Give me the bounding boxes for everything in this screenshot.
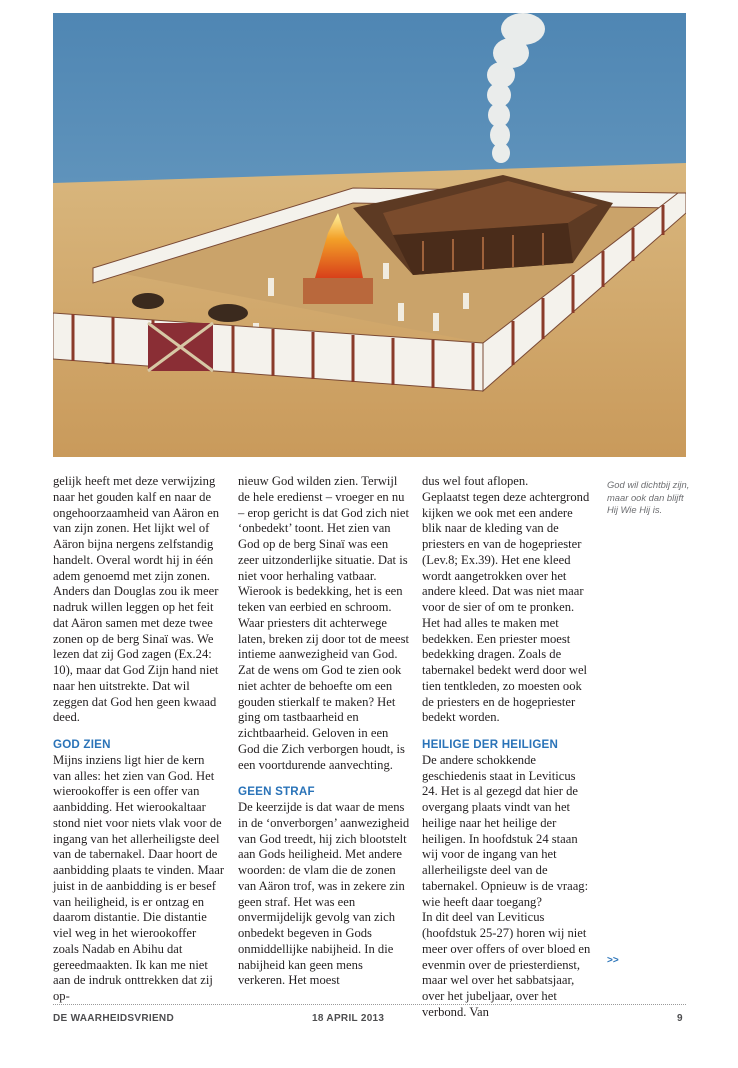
body-paragraph: Mijns inziens ligt hier de kern van alles: het zien van God. Het wierookoffer is een offer van aanbidding. Het wierookaltaar stond niet voor niets vlak voor de ingang van het allerheiligste deel van de tabernakel. Daar hoort de aanbidding plaats te vinden. Maar juist in de aanbidding is er besef van heiligheid, is er ontzag en daarom distantie. Die distantie viel weg in het wierookoffer zoals Nadab en Abihu dat gereedmaakten. Ik kan me niet aan de indruk onttrekken dat zij op- xyxy=(53,752,225,1003)
body-paragraph: Wierook is bedekking, het is een teken van eerbied en schroom. Waar priesters dit achterwege laten, breken zij door tot de meest intieme aanwezigheid van God. Zat de wens om God te zien ook niet achter de behoefte om een gouden stierkalf te maken? Het ging om tastbaarheid en zichtbaarheid. Geloven in een God die Zich verborgen houdt, is een voortdurende aanvechting. xyxy=(238,584,410,772)
body-paragraph: In dit deel van Leviticus (hoofdstuk 25-27) horen wij niet meer over offers of over bloed en evenmin over de priesterdienst, maar wel over het sabbatsjaar, over het jubeljaar, over het verbond. Van xyxy=(422,910,591,1019)
body-paragraph: dus wel fout aflopen. xyxy=(422,474,529,488)
footer-publication: DE WAARHEIDSVRIEND xyxy=(53,1013,174,1024)
text-column-2 xyxy=(238,474,410,989)
body-paragraph: Geplaatst tegen deze achtergrond kijken we ook met een andere blik naar de kleding van de priesters en van de hogepriester (Lev.8; Ex.39). Het ene kleed wordt aangetrokken over het andere kleed. Dat was niet maar voor de sier of om te pronken. Het had alles te maken met bedekken. Een priester moest bedekking dragen. Zoals de tabernakel bedekt werd door wel tien tentkleden, zo moesten ook de priesters en de hogepriester bedekt worden. xyxy=(422,489,590,725)
tabernacle-photo xyxy=(53,13,686,457)
body-paragraph: De andere schokkende geschiedenis staat in Leviticus 24. Het is al gezegd dat hier de overgang plaats vindt van het heilige naar het heilige der heiligen. In hoofdstuk 24 staan wij voor de ingang van het allerheiligste deel van de tabernakel. Opnieuw is de vraag: wie heeft daar toegang? xyxy=(422,752,589,909)
text-column-1 xyxy=(53,474,225,1005)
footer-divider xyxy=(53,1004,686,1005)
body-paragraph: De keerzijde is dat waar de mens in de ‘onverborgen’ aanwezigheid van God treedt, hij zich blootstelt aan Gods heiligheid. Met andere woorden: de vlam die de zonen van Aäron trof, was in zekere zin geen straf. Het was een onvermijdelijk gevolg van zich onbedekt begeven in Gods onmiddellijke nabijheid. In die nabijheid kan geen mens verkeren. Het moest xyxy=(238,800,410,988)
tabernacle-illustration xyxy=(53,13,686,457)
section-heading-god-zien: GOD ZIEN xyxy=(53,738,111,751)
body-paragraph: gelijk heeft met deze verwijzing naar het gouden kalf en naar de ongehoorzaamheid van Aäron en van zijn zonen. Het lijkt wel of Aäron bijna nergens zelfstandig handelt. Overal wordt hij in één adem genoemd met zijn zonen. Anders dan Douglas zou ik meer nadruk willen leggen op het feit dat Aäron samen met deze twee zonen op de berg Sinaï was. We lezen dat zij God zagen (Ex.24: 10), maar dat God Zijn hand niet naar hen uitstrekte. Dat wil zeggen dat God hen geen kwaad deed. xyxy=(53,474,220,725)
page-number: 9 xyxy=(677,1013,683,1024)
section-heading-heilige-der-heiligen: HEILIGE DER HEILIGEN xyxy=(422,738,559,751)
body-paragraph: nieuw God wilden zien. Terwijl de hele eredienst – vroeger en nu – erop gericht is dat God zich niet ‘onbedekt’ toont. Het zien van God op de berg Sinaï was een zeer uitzonderlijke situatie. Dat is niet voor herhaling vatbaar. xyxy=(238,474,410,583)
text-column-3 xyxy=(422,474,594,1021)
continued-marker: >> xyxy=(607,955,619,966)
section-heading-geen-straf: GEEN STRAF xyxy=(238,785,315,799)
photo-caption: God wil dichtbij zijn, maar ook dan blijft Hij Wie Hij is. xyxy=(607,479,690,515)
footer-date: 18 APRIL 2013 xyxy=(312,1013,385,1024)
